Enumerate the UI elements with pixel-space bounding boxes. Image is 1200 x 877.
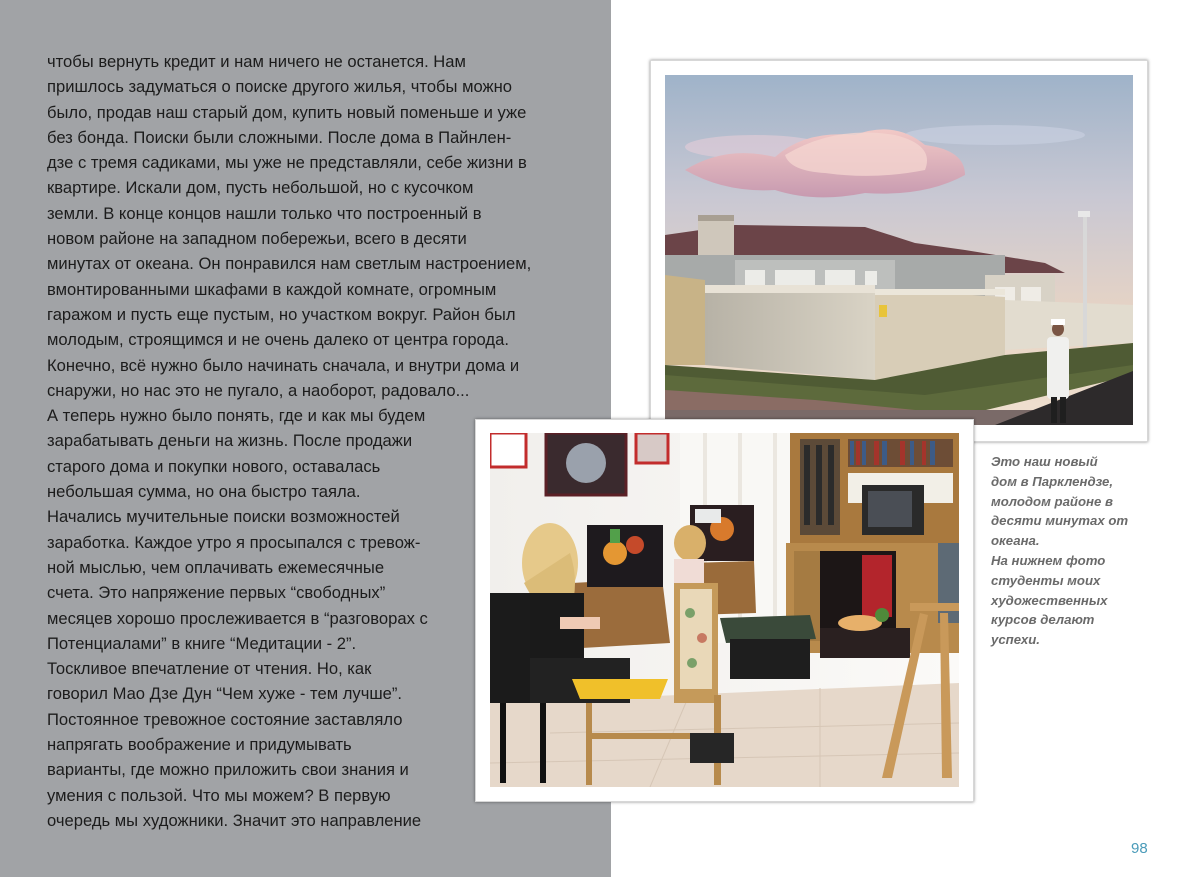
- text-line: старого дома и покупки нового, оставалась: [47, 456, 381, 476]
- text-line: было, продав наш старый дом, купить новый поменьше и уже: [47, 102, 527, 122]
- text-line: счета. Это напряжение первых “свободных”: [47, 583, 386, 603]
- caption-line: На нижнем фото: [991, 552, 1106, 568]
- text-line: очередь мы художники. Значит это направление: [47, 810, 422, 830]
- page-number: 98: [1131, 840, 1148, 857]
- house-photo-frame: [650, 60, 1148, 442]
- text-line: пришлось задуматься о поиске другого жилья, чтобы можно: [47, 77, 513, 97]
- text-line: минутах от океана. Он понравился нам светлым настроением,: [47, 254, 532, 274]
- text-line: без бонда. Поиски были сложными. После дома в Пайнлен-: [47, 127, 512, 147]
- text-line: Конечно, всё нужно было начинать сначала, и внутри дома и: [47, 355, 520, 375]
- text-line: месяцев хорошо прослеживается в “разговорах с: [47, 608, 428, 628]
- text-line: Потенциалами” в книге “Медитации - 2”.: [47, 633, 357, 653]
- art-class-photo-frame: [475, 419, 974, 802]
- house-photo: [665, 75, 1133, 425]
- caption-line: молодом районе в: [991, 493, 1113, 509]
- caption-line: курсов делают: [991, 612, 1095, 628]
- caption-line: успехи.: [991, 632, 1040, 648]
- caption-line: художественных: [991, 592, 1108, 608]
- text-line: напрягать воображение и придумывать: [47, 735, 352, 755]
- caption-line: океана.: [991, 533, 1040, 549]
- text-line: умения с пользой. Что мы можем? В первую: [47, 785, 391, 805]
- text-line: Тоскливое впечатление от чтения. Но, как: [47, 659, 372, 679]
- text-line: молодым, строящимся и не очень далеко от центра города.: [47, 330, 509, 350]
- text-line: заработка. Каждое утро я просыпался с тревож-: [47, 532, 421, 552]
- text-line: снаружи, но нас это не пугало, а наоборот, радовало...: [47, 380, 470, 400]
- text-line: А теперь нужно было понять, где и как мы будем: [47, 406, 426, 426]
- caption-line: дом в Парклендзе,: [991, 473, 1114, 489]
- text-line: варианты, где можно приложить свои знания и: [47, 760, 409, 780]
- text-line: небольшая сумма, но она быстро таяла.: [47, 482, 361, 502]
- text-line: зарабатывать деньги на жизнь. После продажи: [47, 431, 413, 451]
- text-line: чтобы вернуть кредит и нам ничего не останется. Нам: [47, 52, 466, 71]
- text-line: дзе с тремя садиками, мы уже не представляли, себе жизни в: [47, 153, 527, 173]
- text-line: земли. В конце концов нашли только что построенный в: [47, 203, 482, 223]
- text-line: ной мыслью, чем оплачивать ежемесячные: [47, 557, 385, 577]
- text-line: Постоянное тревожное состояние заставляло: [47, 709, 403, 729]
- art-class-photo: [490, 433, 959, 787]
- text-line: новом районе на западном побережьи, всего в десяти: [47, 229, 467, 249]
- text-line: говорил Мао Дзе Дун “Чем хуже - тем лучше”.: [47, 684, 403, 704]
- text-line: Начались мучительные поиски возможностей: [47, 507, 400, 527]
- caption-line: десяти минутах от: [991, 513, 1129, 529]
- caption-line: студенты моих: [991, 572, 1101, 588]
- text-line: квартире. Искали дом, пусть небольшой, но с кусочком: [47, 178, 474, 198]
- text-line: вмонтированными шкафами в каждой комнате, огромным: [47, 279, 497, 299]
- caption-line: Это наш новый: [991, 454, 1098, 469]
- text-line: гаражом и пусть еще пустым, но участком вокруг. Район был: [47, 304, 516, 324]
- photo-caption: [991, 452, 1161, 650]
